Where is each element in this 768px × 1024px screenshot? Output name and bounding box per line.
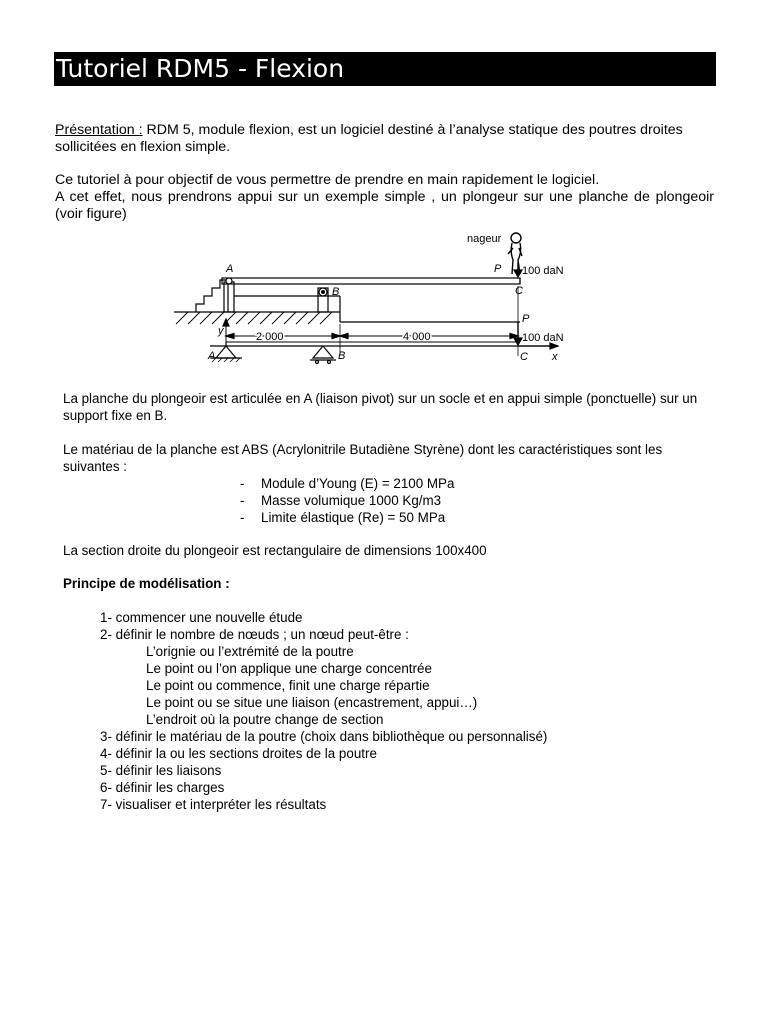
section-paragraph: La section droite du plongeoir est rectangulaire de dimensions 100x400 — [63, 543, 487, 558]
list-item: Le point ou l’on applique une charge concentrée — [146, 661, 432, 676]
objective-line-2: A cet effet, nous prendrons appui sur un exemple simple , un plongeur sur une planche de plongeoir (voir figure) — [55, 189, 714, 222]
page-title: Tutoriel RDM5 - Flexion — [54, 52, 716, 86]
label-b-bottom: B — [338, 350, 346, 362]
label-c-bottom: C — [520, 351, 528, 363]
material-property: - Limite élastique (Re) = 50 MPa — [240, 510, 446, 525]
load-top: 100 daN — [522, 265, 564, 277]
material-property: - Module d’Young (E) = 2100 MPa — [240, 476, 455, 491]
list-item: 5- définir les liaisons — [100, 763, 222, 778]
modeling-steps-list — [100, 609, 660, 813]
label-p-top: P — [494, 263, 502, 275]
list-item: 4- définir la ou les sections droites de la poutre — [100, 746, 377, 761]
list-item: 7- visualiser et interpréter les résultats — [100, 797, 327, 812]
list-item: L’endroit où la poutre change de section — [146, 712, 384, 727]
load-bottom: 100 daN — [522, 332, 564, 344]
support-b-symbol — [313, 346, 333, 358]
diving-board — [222, 278, 520, 284]
socle-a — [224, 282, 234, 312]
label-b-top: B — [332, 286, 340, 298]
support-a-symbol — [216, 346, 236, 358]
material-property: - Masse volumique 1000 Kg/m3 — [240, 493, 442, 508]
label-a-top: A — [226, 263, 234, 275]
presentation-label: Présentation : — [55, 122, 143, 138]
diving-board-figure — [160, 226, 600, 378]
list-item: 1- commencer une nouvelle étude — [100, 610, 303, 625]
presentation-paragraph — [55, 122, 714, 156]
presentation-text: RDM 5, module flexion, est un logiciel destiné à l’analyse statique des poutres droites sollicitées en flexion simple. — [55, 122, 683, 155]
list-item: 3- définir le matériau de la poutre (choix dans bibliothèque ou personnalisé) — [100, 729, 548, 744]
list-item: 2- définir le nombre de nœuds ; un nœud peut-être : — [100, 627, 409, 642]
list-item: 6- définir les charges — [100, 780, 225, 795]
material-properties-list — [240, 475, 640, 526]
label-p-bottom: P — [522, 313, 530, 325]
material-intro: Le matériau de la planche est ABS (Acrylonitrile Butadiène Styrène) dont les caractéristiques sont les suivantes : — [63, 442, 663, 474]
objective-line-1: Ce tutoriel à pour objectif de vous permettre de prendre en main rapidement le logiciel. — [55, 172, 600, 188]
list-item: L’orignie ou l’extrémité de la poutre — [146, 644, 354, 659]
principle-heading: Principe de modélisation : — [63, 576, 230, 591]
label-c-top: C — [515, 285, 523, 297]
label-y: y — [218, 325, 224, 337]
list-item: Le point ou se situe une liaison (encastrement, appui…) — [146, 695, 478, 710]
pivot-a — [226, 278, 232, 284]
stairs — [196, 280, 228, 312]
ground-hatching — [176, 312, 332, 324]
list-item: Le point ou commence, finit une charge répartie — [146, 678, 430, 693]
dim-2000-label: 2 000 — [256, 331, 284, 343]
dim-4000-label: 4 000 — [403, 331, 431, 343]
label-x: x — [552, 351, 558, 363]
swimmer — [508, 233, 522, 274]
nageur-label: nageur — [467, 233, 502, 245]
plank-paragraph: La planche du plongeoir est articulée en A (liaison pivot) sur un socle et en appui simple (ponctuelle) sur un support fixe en B. — [63, 391, 698, 423]
label-a-bottom: A — [208, 350, 216, 362]
